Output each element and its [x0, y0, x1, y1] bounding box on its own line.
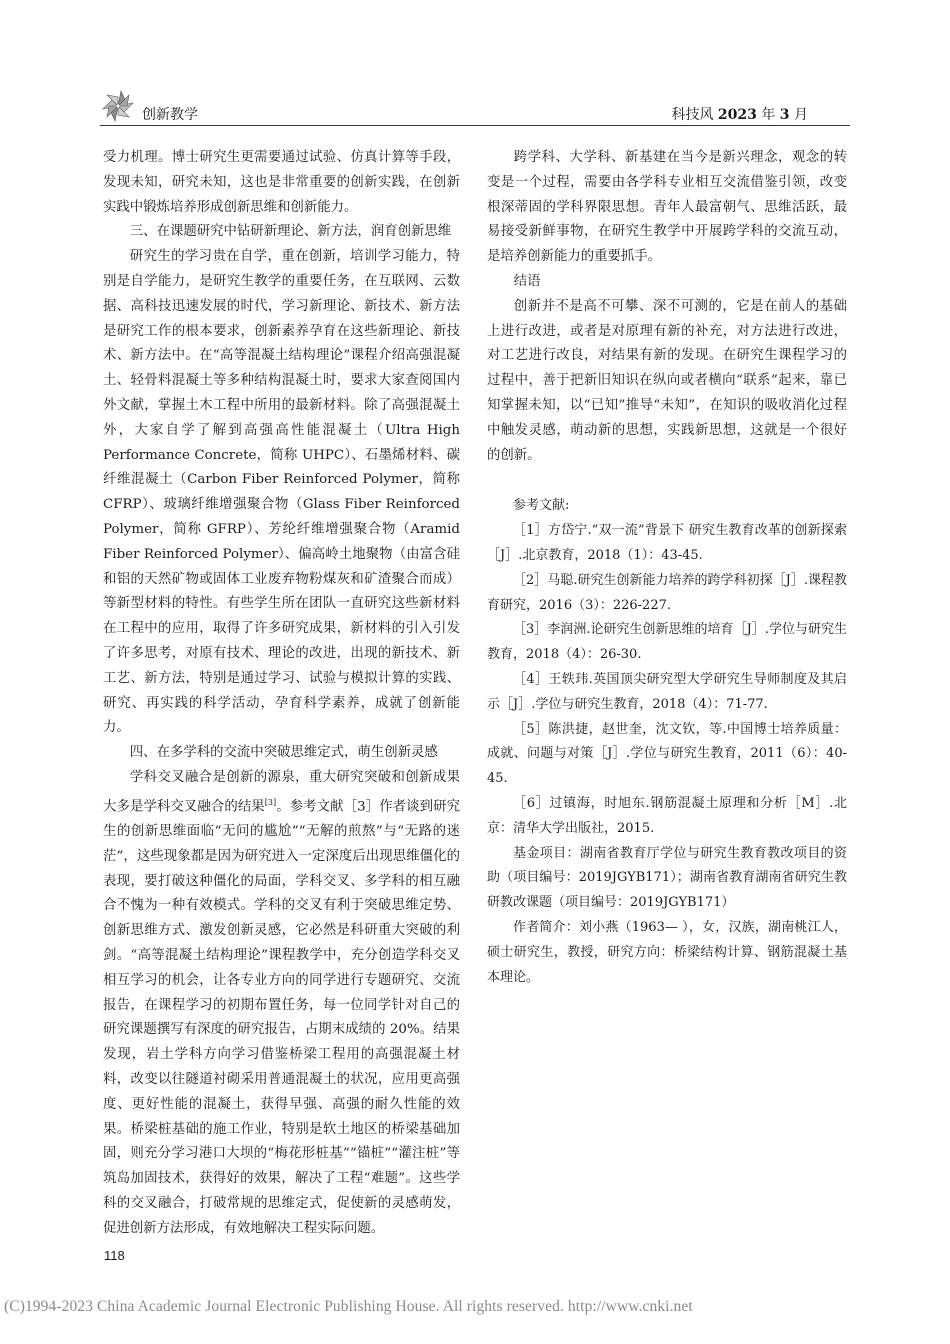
reference-item: ［5］陈洪捷，赵世奎，沈文钦，等.中国博士培养质量：成就、问题与对策［J］.学位与研究生教育，2011（6）：40-45. [487, 721, 847, 787]
reference-item: ［6］过镇海，时旭东.钢筋混凝土原理和分析［M］.北京：清华大学出版社，2015. [487, 795, 847, 836]
page-number: 118 [104, 1248, 125, 1263]
references [487, 494, 847, 990]
conclusion-heading: 结语 [513, 273, 541, 289]
right-column [487, 146, 847, 990]
reference-item: ［2］马聪.研究生创新能力培养的跨学科初探［J］.课程教育研究，2016（3）：226-227. [487, 572, 847, 613]
reference-item: ［4］王轶玮.英国顶尖研究型大学研究生导师制度及其启示［J］.学位与研究生教育，2018（4）：71-77. [487, 671, 847, 712]
copyright-footer: (C)1994-2023 China Academic Journal Electronic Publishing House. All rights reserved. http://www.cnki.net [4, 1298, 693, 1315]
section-heading-4: 四、在多学科的交流中突破思维定式，萌生创新灵感 [129, 745, 438, 761]
reference-item: ［3］李润洲.论研究生创新思维的培育［J］.学位与研究生教育，2018（4）：26-30. [487, 622, 847, 663]
paragraph: 受力机理。博士研究生更需要通过试验、仿真计算等手段，发现未知，研究未知，这也是非常重要的创新实践，在创新实践中锻炼培养形成创新思维和创新能力。 [103, 150, 460, 215]
section-name: 创新教学 [142, 107, 198, 123]
paragraph: 跨学科、大学科、新基建在当今是新兴理念，观念的转变是一个过程，需要由各学科专业相互交流借鉴引领，改变根深蒂固的学科界限思想。青年人最富朝气、思维活跃，最易接受新鲜事物，在研究生教学中开展跨学科的交流互动，是培养创新能力的重要抓手。 [487, 150, 847, 265]
journal-info: 科技风 2023 年 3 月 [671, 107, 808, 123]
paragraph: 创新并不是高不可攀、深不可测的，它是在前人的基础上进行改进，或者是对原理有新的补充，对方法进行改进，对工艺进行改良，对结果有新的发现。在研究生课程学习的过程中，善于把新旧知识在纵向或者横向“联系”起来，靠已知掌握未知，以“已知”推导“未知”，在知识的吸收消化过程中触发灵感，萌动新的思想，实践新思想，这就是一个很好的创新。 [487, 298, 847, 463]
header-rule [100, 125, 850, 126]
pinwheel-logo-icon [100, 88, 136, 124]
funding-note: 基金项目：湖南省教育厅学位与研究生教育教改项目的资助（项目编号：2019JGYB171）；湖南省教育湖南省研究生教研教改课题（项目编号：2019JGYB171） [487, 845, 847, 911]
paragraph: 研究生的学习贵在自学，重在创新，培训学习能力，特别是自学能力，是研究生教学的重要任务，在互联网、云数据、高科技迅速发展的时代，学习新理论、新技术、新方法是研究工作的根本要求，创新素养孕育在这些新理论、新技术、新方法中。在“高等混凝土结构理论”课程介绍高强混凝土、轻骨料混凝土等多种结构混凝土时，要求大家查阅国内外文献，掌握土木工程中所用的最新材料。除了高强混凝土外，大家自学了解到高强高性能混凝土（Ultra High Performance Concrete，简称 UHPC）、石墨烯材料、碳纤维混凝土（Carbon Fiber Reinforced Polymer，简称 CFRP）、玻璃纤维增强聚合物（Glass Fiber Reinforced Polymer，简称 GFRP）、芳纶纤维增强聚合物（Aramid Fiber Reinforced Polymer）、偏高岭土地聚物（由富含硅和铝的天然矿物或固体工业废弃物粉煤灰和矿渣聚合而成）等新型材料的特性。有些学生所在团队一直研究这些新材料在工程中的应用，取得了许多研究成果，新材料的引入引发了许多思考，对原有技术、理论的改进，出现的新技术、新工艺、新方法，特别是通过学习、试验与模拟计算的实践、研究、再实践的科学活动，孕育科学素养，成就了创新能力。 [103, 249, 460, 736]
citation-mark: [3] [264, 797, 277, 807]
section-heading-3: 三、在课题研究中钻研新理论、新方法，润育创新思维 [129, 224, 452, 240]
references-heading: 参考文献: [513, 498, 570, 514]
paragraph: 学科交叉融合是创新的源泉，重大研究突破和创新成果大多是学科交叉融合的结果[3]。参考文献［3］作者谈到研究生的创新思维面临“无问的尴尬”“无解的煎熬”与“无路的迷茫”，这些现象都是因为研究进入一定深度后出现思维僵化的表现，要打破这种僵化的局面，学科交叉、多学科的相互融合不愧为一种有效模式。学科的交叉有利于突破思维定势、创新思维方式、激发创新灵感，它必然是科研重大突破的利剑。“高等混凝土结构理论”课程教学中，充分创造学科交叉相互学习的机会，让各专业方向的同学进行专题研究、交流报告，在课程学习的初期布置任务，每一位同学针对自己的研究课题撰写有深度的研究报告，占期末成绩的 20%。结果发现，岩土学科方向学习借鉴桥梁工程用的高强混凝土材料，改变以往隧道衬砌采用普通混凝土的状况，应用更高强度、更好性能的混凝土，获得早强、高强的耐久性能的效果。桥梁桩基础的施工作业，特别是软土地区的桥梁基础加固，则充分学习港口大坝的“梅花形桩基”“锚桩”“灌注桩”等筑岛加固技术，获得好的效果，解决了工程“难题”。这些学科的交叉融合，打破常规的思维定式，促使新的灵感萌发，促进创新方法形成，有效地解决工程实际问题。 [103, 769, 460, 1236]
author-bio: 作者简介：刘小燕（1963— ），女，汉族，湖南桃江人，硕士研究生，教授，研究方向：桥梁结构计算、钢筋混凝土基本理论。 [487, 919, 847, 985]
reference-item: ［1］方岱宁.“双一流”背景下 研究生教育改革的创新探索［J］.北京教育，2018（1）：43-45. [487, 523, 847, 563]
left-column [103, 146, 460, 1242]
page-header [100, 88, 850, 126]
